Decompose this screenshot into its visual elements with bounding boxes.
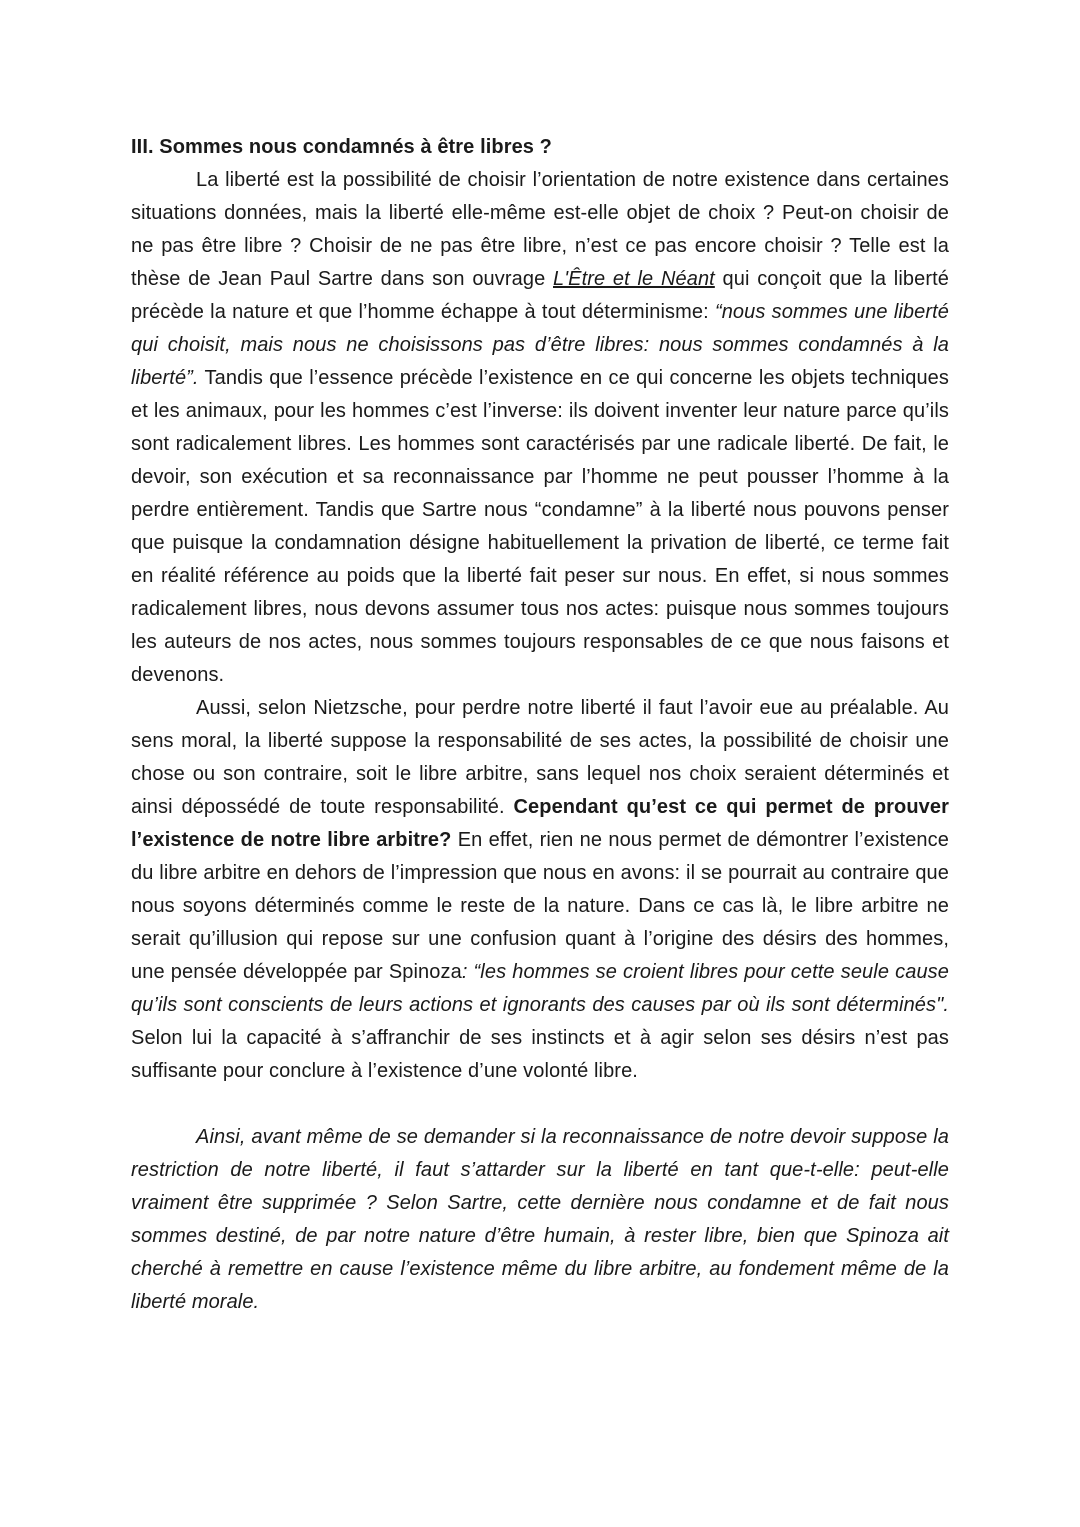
conclusion-text: Ainsi, avant même de se demander si la reconnaissance de notre devoir suppose la restriction de notre liberté, il faut s’attarder sur la liberté en tant que-t-elle: peut-elle vraiment être supprimée ? Selon Sartre, cette dernière nous condamne et de fait nous sommes destiné, de par notre nature d’être humain, à rester libre, bien que Spinoza ait cherché à remettre en cause l’existence même du libre arbitre, au fondement même de la liberté morale. — [131, 1126, 949, 1313]
paragraph-gap — [131, 1088, 949, 1121]
p2-text-c: Selon lui la capacité à s’affranchir de ses instincts et à agir selon ses désirs n’est pas suffisante pour conclure à l’existence d’une volonté libre. — [131, 1027, 949, 1082]
spinoza-quote: : “les hommes se croient libres pour cette seule cause qu’ils sont conscients de leurs actions et ignorants des causes par où ils sont déterminés". — [131, 961, 949, 1016]
section-heading: III. Sommes nous condamnés à être libres ? — [131, 136, 552, 158]
p1-text-a: La liberté est la possibilité de choisir l’orientation de notre existence dans certaines situations données, mais la liberté elle-même est-elle objet de choix ? Peut-on choisir de ne pas être libre ? Choisir de ne pas être libre, n’est ce pas encore choisir ? Telle est la thèse de Jean Paul Sartre dans son ouvrage — [131, 169, 949, 290]
p1-text-b: qui conçoit que la liberté précède la nature et que l’homme échappe à tout déterminisme: — [131, 268, 949, 323]
p2-text-a: Aussi, selon Nietzsche, pour perdre notre liberté il faut l’avoir eue au préalable. Au sens moral, la liberté suppose la responsabilité de ses actes, la possibilité de choisir une chose ou son contraire, soit le libre arbitre, sans lequel nos choix seraient déterminés et ainsi dépossédé de toute responsabilité. — [131, 697, 949, 818]
key-question: Cependant qu’est ce qui permet de prouver l’existence de notre libre arbitre? — [131, 796, 950, 851]
p1-text-c: Tandis que l’essence précède l’existence en ce qui concerne les objets techniques et les animaux, pour les hommes c’est l’inverse: ils doivent inventer leur nature parce qu’ils sont radicalement libres. Les hommes sont caractérisés par une radicale liberté. De fait, le devoir, son exécution et sa reconnaissance par l’homme ne peut pousser l’homme à la perdre entièrement. Tandis que Sartre nous “condamne” à la liberté nous pouvons penser que puisque la condamnation désigne habituellement la privation de liberté, ce terme fait en réalité référence au poids que la liberté fait peser sur nous. En effet, si nous sommes radicalement libres, nous devons assumer tous nos actes: puisque nous sommes toujours les auteurs de nos actes, nous sommes toujours responsables de ce que nous faisons et devenons. — [131, 367, 949, 686]
document-page — [131, 131, 949, 1319]
sartre-quote: “nous sommes une liberté qui choisit, mais nous ne choisissons pas d’être libres: nous sommes condamnés à la liberté”. — [131, 301, 949, 389]
p2-text-b: En effet, rien ne nous permet de démontrer l’existence du libre arbitre en dehors de l’impression que nous en avons: il se pourrait au contraire que nous soyons déterminés comme le reste de la nature. Dans ce cas là, le libre arbitre ne serait qu’illusion qui repose sur une confusion quant à l’origine des désirs des hommes, une pensée développée par Spinoza — [131, 829, 949, 983]
paragraph-sartre — [131, 164, 949, 692]
conclusion-paragraph — [131, 1121, 949, 1319]
paragraph-nietzsche-spinoza — [131, 692, 949, 1088]
book-title: L'Être et le Néant — [553, 268, 715, 290]
